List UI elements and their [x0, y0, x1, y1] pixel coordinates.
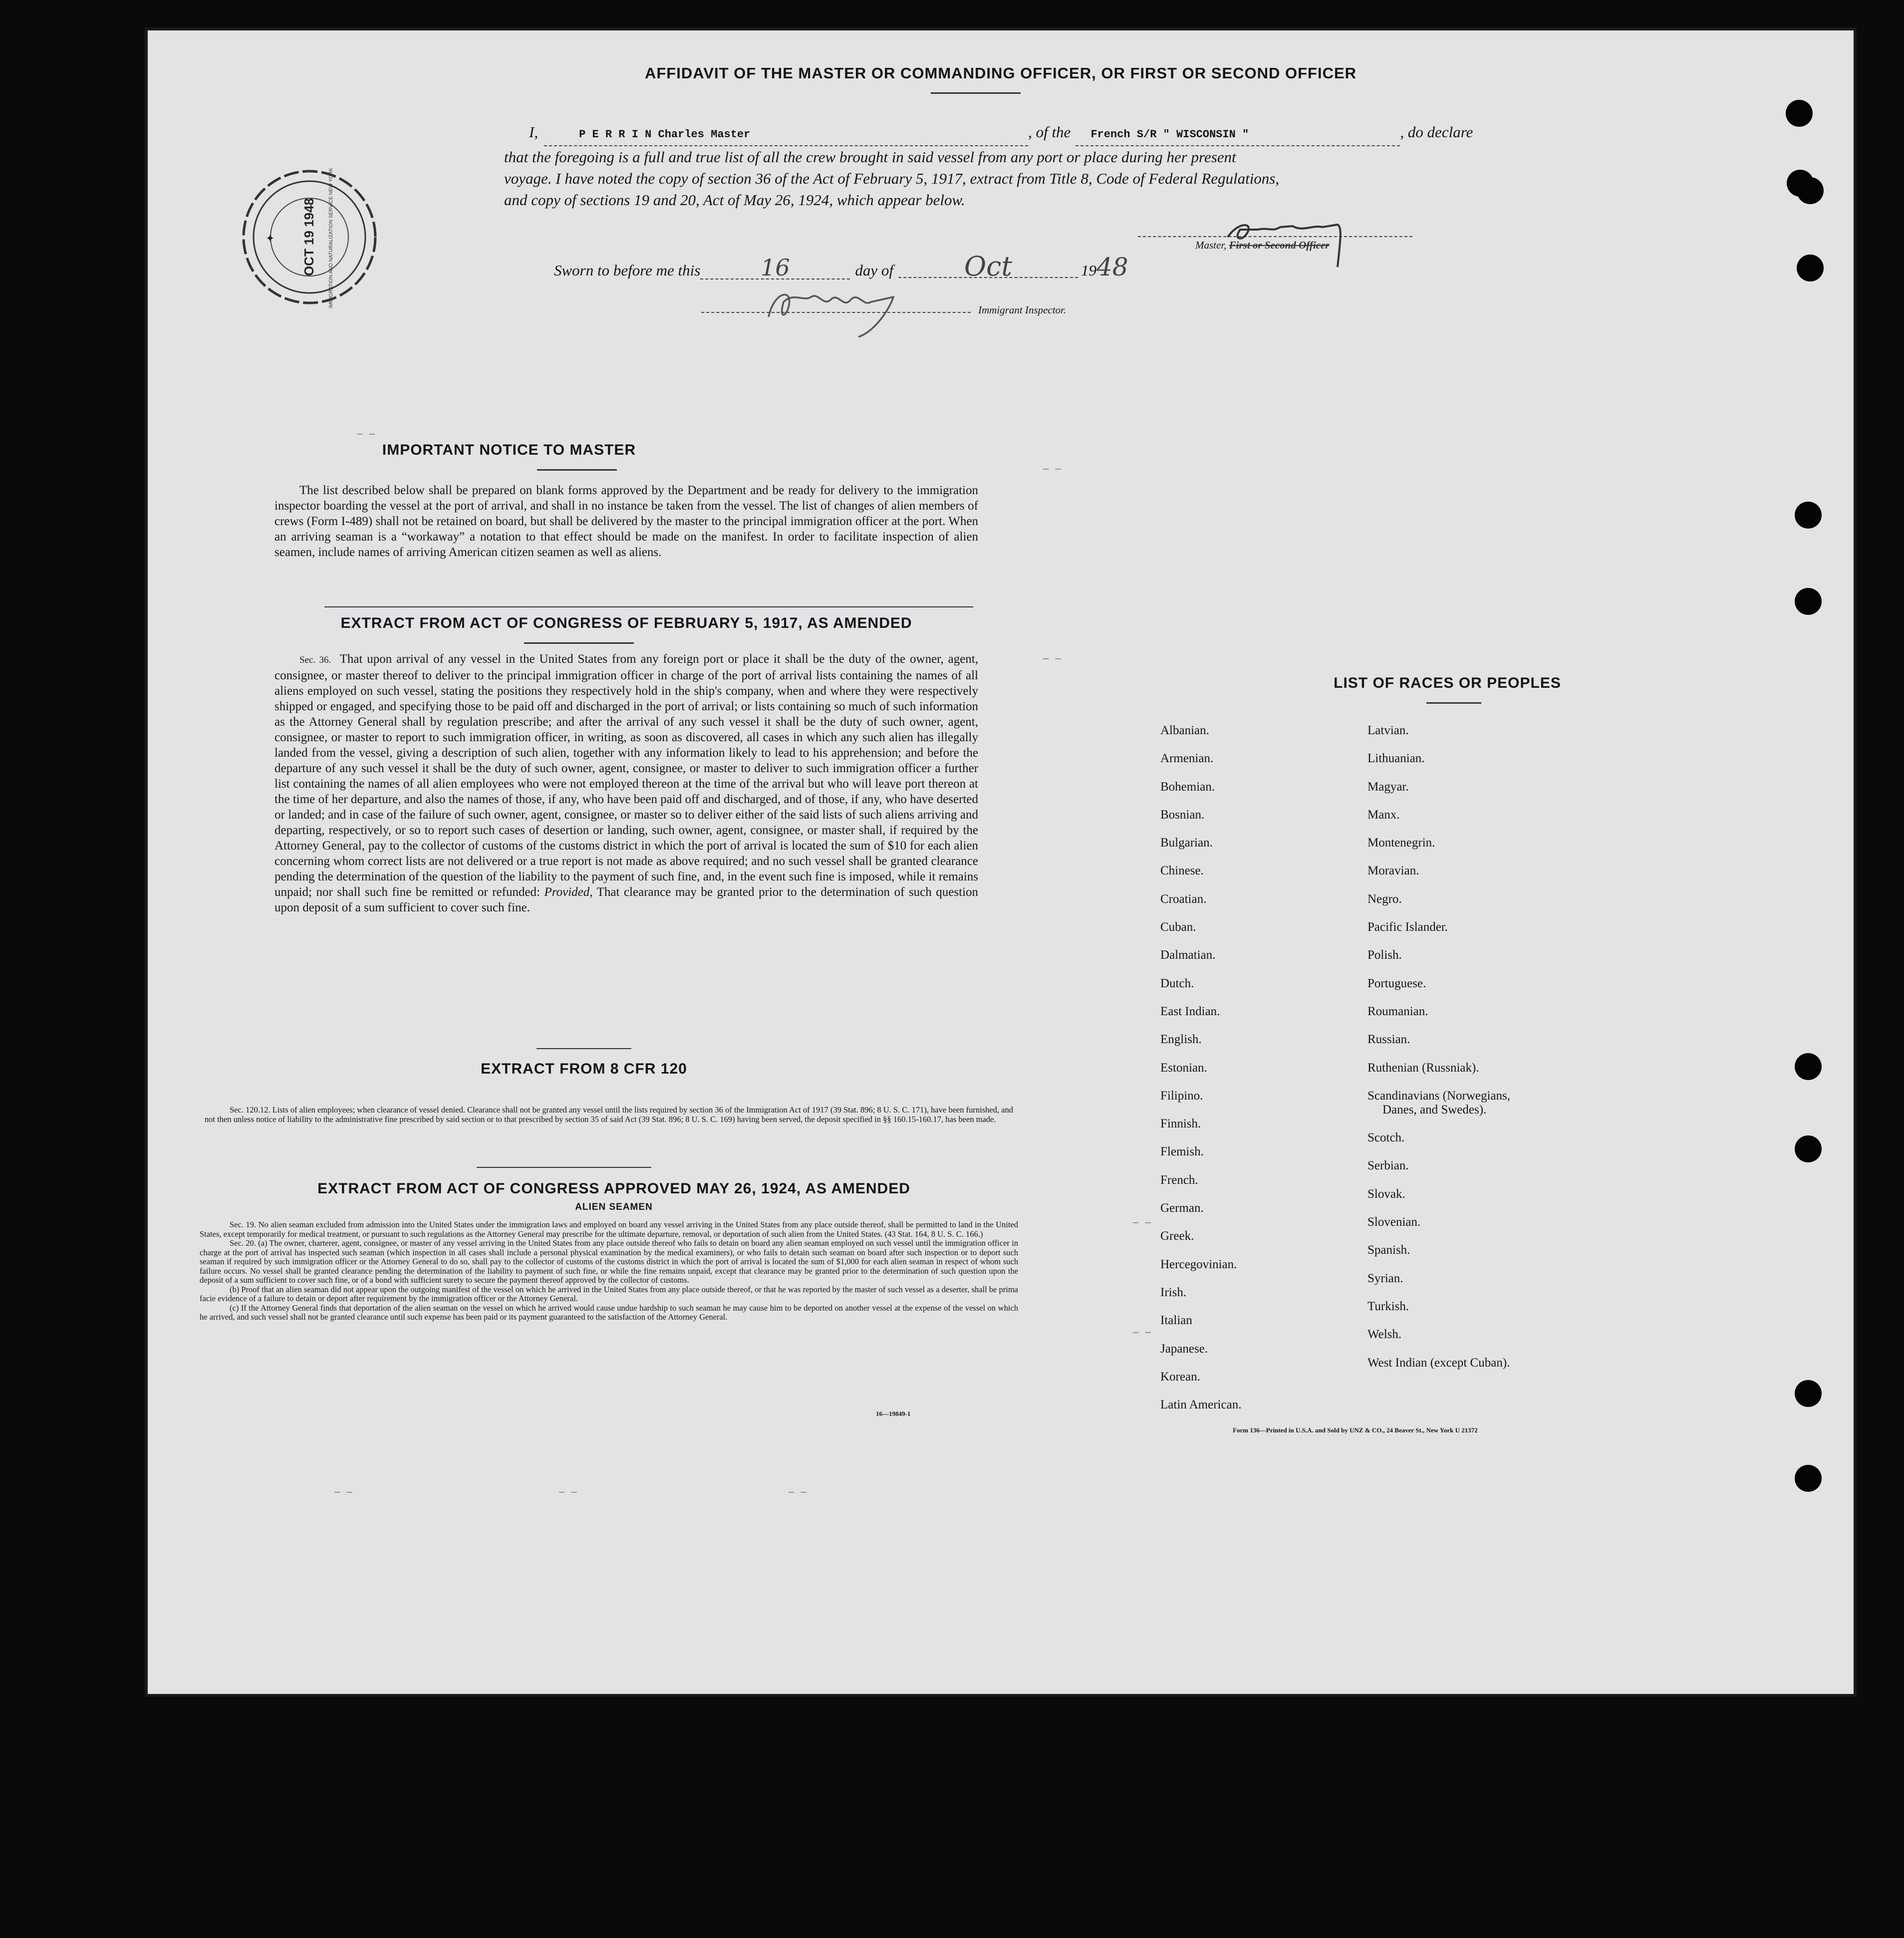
sworn-year-prefix: 19 [1081, 262, 1096, 279]
vessel-field[interactable]: French S/R " WISCONSIN " [1076, 124, 1400, 146]
punch-hole [1795, 588, 1822, 615]
race-item: Korean. [1160, 1370, 1200, 1384]
bleed-mark: – – [1043, 651, 1063, 664]
race-item: Dalmatian. [1160, 948, 1216, 962]
bleed-mark: – – [1133, 1325, 1153, 1338]
provided-label: Provided, [544, 885, 593, 899]
race-item: Roumanian. [1367, 1004, 1428, 1018]
race-item: Bohemian. [1160, 780, 1215, 794]
inspector-label: Immigrant Inspector. [978, 304, 1067, 316]
race-item: Irish. [1160, 1285, 1187, 1299]
race-item: Finnish. [1160, 1117, 1201, 1131]
sec-20b-text: (b) Proof that an alien seaman did not appear upon the outgoing manifest of the vessel on which he arrived in the United States from any place outside thereof, or that he was reported by the master of such vessel as a deserter, shall be prima facie evidence of a failure to detain or deport after requirement by the immigration officer or the Attorney General. [200, 1284, 1018, 1303]
races-divider [1426, 702, 1481, 704]
race-item: Scandinavians (Norwegians, [1367, 1089, 1511, 1103]
sworn-year-field[interactable]: 48 [1096, 253, 1128, 281]
bleed-mark: – – [559, 1485, 579, 1497]
races-title: LIST OF RACES OR PEOPLES [1334, 675, 1561, 691]
race-item: Negro. [1367, 892, 1402, 906]
race-item: Slovak. [1367, 1187, 1405, 1201]
affidavit-line-4: and copy of sections 19 and 20, Act of May 26, 1924, which appear below. [504, 191, 965, 209]
punch-hole [1795, 1135, 1822, 1162]
race-item: Danes, and Swedes). [1382, 1103, 1487, 1116]
cfr-divider-bottom [477, 1167, 651, 1168]
sec-36-text: That upon arrival of any vessel in the United States from any foreign port or place it shall be the duty of the owner, agent, consignee, or master thereof to deliver to the principal immigration officer in charge of the port of arrival lists containing the names of all aliens employed on such vessel, stating the positions they respectively hold in the ship's company, when and where they were respectively shipped or engaged, and specifying those to be paid off and discharged in the port of arrival; or lists containing so much of such information as the Attorney General shall by regulation prescribe; and after the arrival of any such vessel it shall be the duty of such owner, agent, consignee, or master to report to such immigration officer, in writing, as soon as discovered, all cases in which any such alien has illegally landed from the vessel, giving a description of such alien, together with any information likely to lead to his apprehension; and before the departure of any such vessel it shall be the duty of such owner, agent, consignee, or master to deliver to such immigration officer a further list containing the names of all alien employees who were not employed thereon at the time of the arrival but who will leave port thereon at the time of her departure, and also the names of those, if any, who have been paid off and discharged, and of those, if any, who have deserted or landed; and in case of the failure of such owner, agent, consignee, or master so to deliver either of the said lists of such aliens arriving and departing, respectively, or so to report such cases of desertion or landing, such owner, agent, consignee, or master shall, if required by the Attorney General, pay to the collector of customs of the customs district in which the port of arrival is located the sum of $10 for each alien concerning whom correct lists are not delivered or a true report is not made as above required; and no such vessel shall be granted clearance pending the determination of the question of the liability to the payment of such fine, and, in the event such fine is imposed, while it remains unpaid; nor shall such fine be remitted or refunded: [274, 652, 978, 899]
section-divider-1917 [324, 606, 973, 607]
cfr-divider-top [537, 1048, 631, 1049]
race-item: Japanese. [1160, 1342, 1208, 1356]
bleed-mark: – – [1133, 1215, 1153, 1228]
race-item: Ruthenian (Russniak). [1367, 1061, 1479, 1075]
affidavit-of-the: , of the [1028, 123, 1071, 141]
extract-1924-body [200, 1220, 1018, 1322]
race-item: French. [1160, 1173, 1198, 1187]
date-stamp [235, 162, 384, 312]
affidavit-line-3: voyage. I have noted the copy of section 36 of the Act of February 5, 1917, extract from Title 8, Code of Federal Regulations, [504, 170, 1280, 187]
sec-36-label: Sec. 36. [299, 655, 331, 665]
form-printer-note: Form 136—Printed in U.S.A. and Sold by UNZ & CO., 24 Beaver St., New York U 21372 [1233, 1426, 1478, 1434]
race-item: Hercegovinian. [1160, 1257, 1237, 1271]
race-item: Latin American. [1160, 1398, 1242, 1412]
affidavit-body [504, 121, 1597, 211]
race-item: Welsh. [1367, 1328, 1402, 1342]
race-item: Polish. [1367, 948, 1402, 962]
cfr-title: EXTRACT FROM 8 CFR 120 [481, 1061, 687, 1077]
race-item: Spanish. [1367, 1243, 1410, 1257]
race-item: Armenian. [1160, 752, 1214, 766]
title-divider [931, 92, 1021, 94]
sec-19-text: Sec. 19. No alien seaman excluded from admission into the United States under the immigration laws and employed on board any vessel arriving in the United States from any place outside thereof, shall be permitted to land in the United States, except temporarily for medical treatment, or pursuant to such regulations as the Attorney General may prescribe for the ultimate departure, removal, or deportation of such alien from the United States. (43 Stat. 164, 8 U. S. C. 166.) [200, 1220, 1018, 1239]
punch-hole [1795, 1380, 1822, 1407]
race-item: Greek. [1160, 1229, 1194, 1243]
affidavit-declare: , do declare [1400, 123, 1473, 141]
race-item: Filipino. [1160, 1089, 1203, 1103]
bleed-mark: – – [1043, 462, 1063, 474]
races-column-1 [1160, 724, 1241, 1426]
punch-hole [1795, 502, 1822, 529]
master-label: Master, [1195, 239, 1227, 251]
race-item: Montenegrin. [1367, 836, 1435, 850]
cfr-sec-label: Sec. 120.12. [230, 1105, 271, 1114]
master-name-field[interactable]: P E R R I N Charles Master [544, 124, 1028, 146]
bleed-mark: – – [789, 1485, 809, 1497]
bleed-mark: – – [334, 1485, 354, 1497]
race-item: Chinese. [1160, 864, 1204, 878]
punch-hole [1795, 1465, 1822, 1492]
race-item: Italian [1160, 1314, 1192, 1328]
race-item: Magyar. [1367, 780, 1409, 794]
cfr-body [205, 1106, 1013, 1124]
punch-hole [1797, 255, 1824, 281]
sworn-prefix: Sworn to before me this [554, 262, 701, 279]
sworn-month-field[interactable]: Oct [898, 256, 1078, 278]
race-item: Scotch. [1367, 1131, 1405, 1145]
master-title [1195, 235, 1330, 256]
race-item: Bosnian. [1160, 808, 1205, 822]
sworn-day-field[interactable]: 16 [700, 257, 850, 279]
race-item: Dutch. [1160, 976, 1194, 990]
race-item: Russian. [1367, 1033, 1410, 1047]
stamp-date: OCT 19 1948 [301, 198, 316, 277]
sworn-day-of: day of [855, 262, 893, 279]
form-sheet [145, 27, 1857, 1697]
race-item: Latvian. [1367, 724, 1409, 737]
race-item: East Indian. [1160, 1004, 1220, 1018]
race-item: English. [1160, 1033, 1202, 1047]
extract-1924-title: EXTRACT FROM ACT OF CONGRESS APPROVED MAY 26, 1924, AS AMENDED [317, 1180, 910, 1197]
sec-20c-text: (c) If the Attorney General finds that deportation of the alien seaman on the vessel on which he arrived would cause undue hardship to such seaman he may cause him to be deported on another vessel at the expense of the vessel on which he arrived, and such vessel shall not be granted clearance until such expense has been paid or its payment guaranteed to the satisfaction of the Attorney General. [200, 1303, 1018, 1322]
race-item: Manx. [1367, 808, 1400, 822]
race-item: Flemish. [1160, 1145, 1204, 1159]
punch-hole [1786, 100, 1813, 127]
race-item: Lithuanian. [1367, 752, 1425, 766]
bleed-mark: – – [357, 427, 377, 439]
race-item: Estonian. [1160, 1061, 1207, 1075]
race-item: German. [1160, 1201, 1204, 1215]
race-item: Cuban. [1160, 920, 1196, 934]
affidavit-title: AFFIDAVIT OF THE MASTER OR COMMANDING OFFICER, OR FIRST OR SECOND OFFICER [644, 64, 1357, 82]
inspector-signature [764, 272, 923, 342]
sec-20a-text: Sec. 20. (a) The owner, charterer, agent, consignee, or master of any vessel arriving in the United States from any place outside thereof who fails to detain on board any alien seaman employed on such vessel until the immigration officer in charge at the port of arrival has inspected such seaman (which inspection in all cases shall include a personal physical examination by the medical examiners), or who fails to detain such seaman on board after such inspection or to deport such seaman if required by such immigration officer or the Attorney General to do so, shall pay to the collector of customs of the customs district in which the port of arrival is located the sum of $1,000 for each alien seaman in respect of whom such failure occurs. No vessel shall be granted clearance pending the determination of the liability to payment of such fine, or while the fine remains unpaid, except that clearance may be granted prior to the determination of such question upon the deposit of a sum sufficient to cover such fine, or of a bond with sufficient surety to secure the payment thereof approved by the collector of customs. [200, 1238, 1018, 1285]
race-item: West Indian (except Cuban). [1367, 1356, 1510, 1370]
punch-hole [1795, 1053, 1822, 1080]
cfr-sec-text: Lists of alien employees; when clearance of vessel denied. Clearance shall not be granted any vessel until the lists required by section 36 of the Immigration Act of 1917 (39 Stat. 896; 8 U. S. C. 171), have been furnished, and not then unless notice of liability to the administrative fine prescribed by said section or to that prescribed by section 35 of said Act (39 Stat. 896; 8 U. S. C. 169) having been served, the deposit specified in §§ 160.15-160.17, has been made. [205, 1105, 1014, 1124]
struck-officer-label: First or Second Officer [1229, 239, 1330, 251]
sec-36-text-end: That clearance may be granted prior to the determination of such question upon deposit of a sum sufficient to cover such fine. [274, 885, 979, 914]
form-code: 16—19849-1 [876, 1410, 911, 1417]
race-item: Syrian. [1367, 1271, 1403, 1285]
notice-body: The list described below shall be prepared on blank forms approved by the Department and be ready for delivery to the immigration inspector boarding the vessel at the port of arrival, and shall in no instance be taken from the vessel. The list of changes of alien members of crews (Form I-489) shall not be retained on board, but shall be delivered by the master to the principal immigration officer at the port. When an arriving seaman is a “workaway” a notation to that effect should be made on the manifest. In order to facilitate inspection of alien seamen, include names of arriving American citizen seamen as well as aliens. [274, 484, 978, 559]
race-item: Croatian. [1160, 892, 1207, 906]
race-item: Bulgarian. [1160, 836, 1213, 850]
punch-hole [1797, 177, 1824, 204]
race-item: Pacific Islander. [1367, 920, 1448, 934]
notice-title: IMPORTANT NOTICE TO MASTER [382, 442, 636, 458]
race-item: Serbian. [1367, 1159, 1409, 1173]
affidavit-line-2: that the foregoing is a full and true list of all the crew brought in said vessel from any port or place during her present [504, 148, 1236, 166]
affidavit-prefix: I, [529, 123, 539, 141]
stamp-text: IMMIGRATION AND NATURALIZATION SERVICE NEW YORK [328, 168, 334, 308]
extract-1917-body [274, 651, 978, 915]
races-column-2 [1367, 724, 1510, 1384]
race-item: Moravian. [1367, 864, 1419, 878]
notice-divider [537, 469, 617, 471]
extract-1917-divider [524, 642, 634, 644]
race-item: Turkish. [1367, 1299, 1409, 1313]
race-item: Portuguese. [1367, 976, 1426, 990]
race-item: Slovenian. [1367, 1215, 1421, 1229]
extract-1924-subtitle: ALIEN SEAMEN [575, 1202, 653, 1212]
race-item: Albanian. [1160, 724, 1209, 737]
stamp-star-icon: ✦ [266, 232, 275, 245]
extract-1917-title: EXTRACT FROM ACT OF CONGRESS OF FEBRUARY 5, 1917, AS AMENDED [340, 615, 912, 631]
